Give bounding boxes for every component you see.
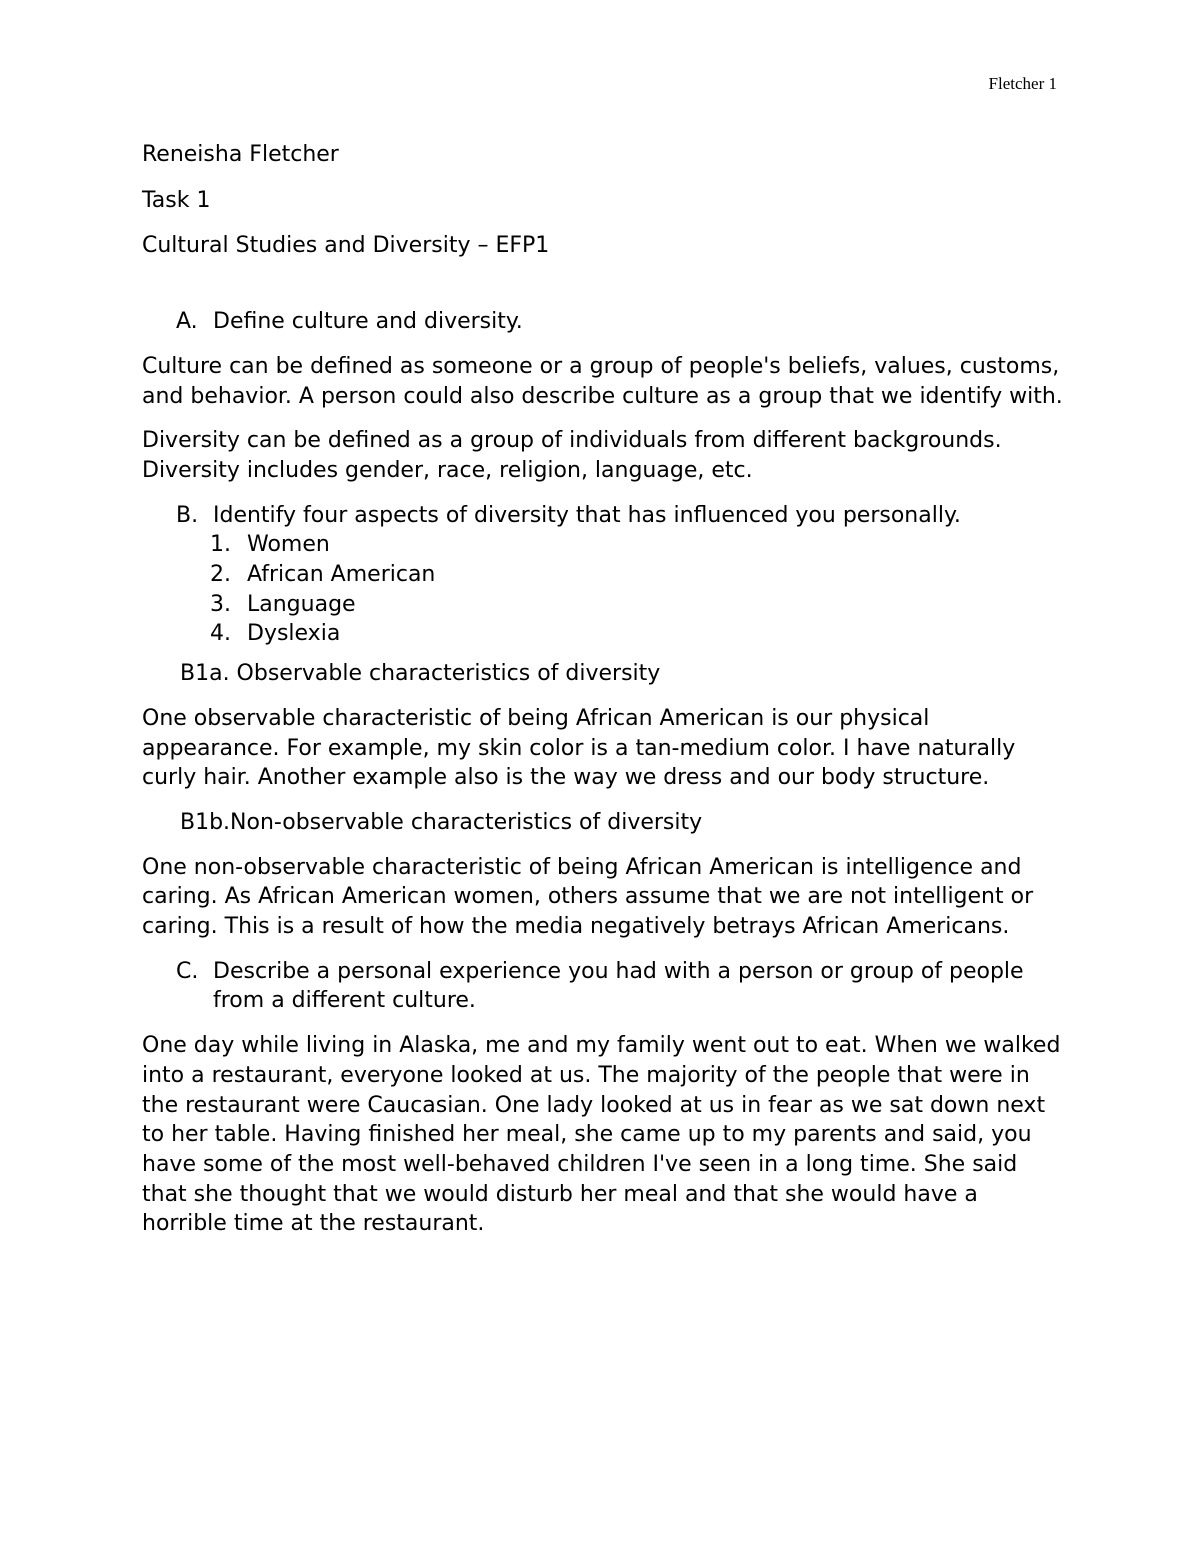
list-item-number: 1. bbox=[210, 532, 231, 558]
experience-paragraph: One day while living in Alaska, me and my family went out to eat. When we walked into a restaurant, everyone looked at us. The majority of the people that were in the restaurant were Caucasian. One lady looked at us in fear as we sat down next to her table. Having finished her meal, she came up to my parents and said, you have some of the most well-behaved children I've seen in a long time. She said that she thought that we would disturb her meal and that she would have a horrible time at the restaurant. bbox=[142, 1033, 1061, 1237]
non-observable-paragraph: One non-observable characteristic of being African American is intelligence and caring. As African American women, others assume that we are not intelligent or caring. This is a result of how the media negatively betrays African Americans. bbox=[142, 854, 1034, 940]
running-header: Fletcher 1 bbox=[988, 74, 1057, 93]
list-item bbox=[142, 560, 1067, 590]
list-item-label: African American bbox=[247, 562, 436, 588]
task-label: Task 1 bbox=[142, 187, 211, 213]
list-item bbox=[142, 590, 1067, 620]
course-title: Cultural Studies and Diversity – EFP1 bbox=[142, 233, 550, 259]
question-b-prompt: Identify four aspects of diversity that has influenced you personally. bbox=[213, 502, 961, 528]
question-a bbox=[142, 307, 1067, 337]
observable-paragraph: One observable characteristic of being African American is our physical appearance. For example, my skin color is a tan-medium color. I have naturally curly hair. Another example also is the way we dress and our body structure. bbox=[142, 705, 1016, 791]
document-body bbox=[142, 140, 1067, 1254]
list-item-number: 2. bbox=[210, 562, 231, 588]
question-b bbox=[142, 501, 1067, 531]
spacer bbox=[142, 277, 1067, 307]
question-a-marker: A. bbox=[176, 309, 198, 335]
list-item bbox=[142, 619, 1067, 649]
aspects-list bbox=[142, 530, 1067, 649]
list-item-number: 3. bbox=[210, 591, 231, 617]
culture-paragraph: Culture can be defined as someone or a group of people's beliefs, values, customs, and behavior. A person could also describe culture as a group that we identify with. bbox=[142, 353, 1063, 409]
list-item bbox=[142, 530, 1067, 560]
question-a-prompt: Define culture and diversity. bbox=[213, 309, 523, 335]
diversity-paragraph: Diversity can be defined as a group of individuals from different backgrounds. Diversity includes gender, race, religion, language, etc. bbox=[142, 428, 1002, 483]
list-item-label: Dyslexia bbox=[247, 621, 341, 647]
question-c bbox=[142, 957, 1067, 1016]
question-b-marker: B. bbox=[176, 502, 199, 528]
author-name: Reneisha Fletcher bbox=[142, 142, 339, 167]
question-c-marker: C. bbox=[176, 958, 199, 984]
list-item-number: 4. bbox=[210, 621, 231, 647]
subheading-b1b: B1b.Non-observable characteristics of diversity bbox=[180, 809, 703, 835]
list-item-label: Women bbox=[247, 532, 330, 558]
question-c-prompt: Describe a personal experience you had with a person or group of people from a different culture. bbox=[213, 958, 1024, 1014]
subheading-b1a: B1a. Observable characteristics of diversity bbox=[180, 661, 661, 687]
list-item-label: Language bbox=[247, 591, 356, 617]
